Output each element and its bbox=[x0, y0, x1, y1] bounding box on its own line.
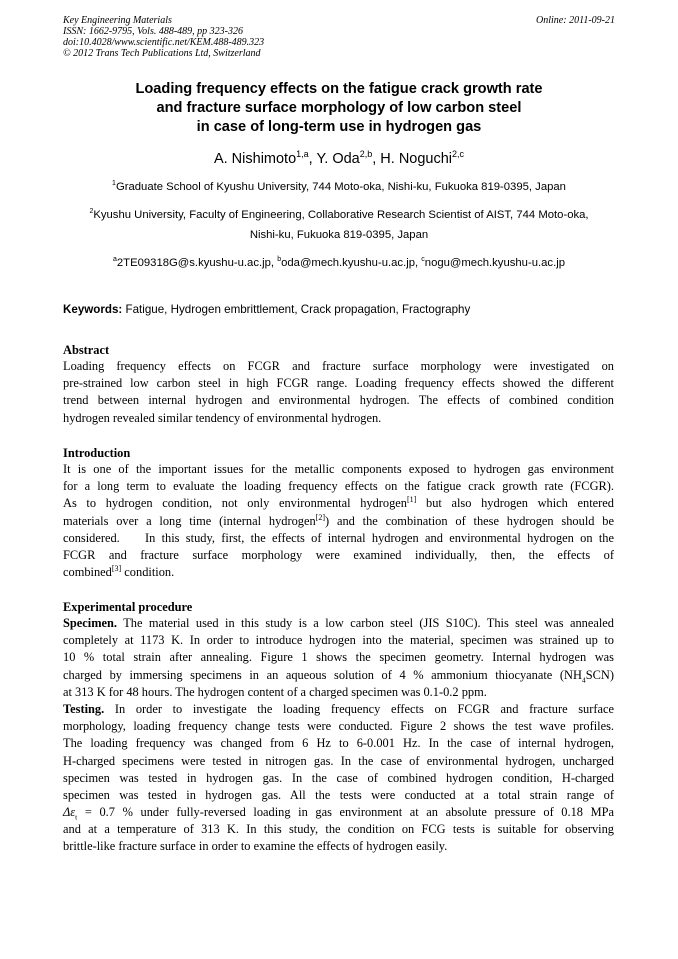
intro-line: considered. In this study, first, the effects of internal hydrogen and environmental hydrogen on the bbox=[63, 530, 614, 545]
title-line: in case of long-term use in hydrogen gas bbox=[196, 119, 482, 135]
abstract-line: hydrogen revealed similar tendency of environmental hydrogen. bbox=[63, 410, 382, 425]
intro-line: for a long term to evaluate the loading frequency effects on the fatigue crack growth rate (FCGR). bbox=[63, 479, 614, 494]
exp-line: specimen was tested in hydrogen gas. All the tests were conducted at a total strain range of bbox=[63, 787, 614, 802]
journal-doi: doi:10.4028/www.scientific.net/KEM.488-489.323 bbox=[63, 37, 265, 48]
affiliation-text: Kyushu University, Faculty of Engineering, Collaborative Research Scientist of AIST, 744 Moto-oka, bbox=[93, 209, 589, 221]
citation-ref[interactable]: [3] bbox=[111, 564, 122, 573]
abstract-line: pre-strained low carbon steel in high FCGR range. Loading frequency effects showed the different bbox=[63, 376, 614, 391]
exp-line: brittle-like fracture surface in order to examine the effects of hydrogen easily. bbox=[63, 839, 448, 854]
testing-label: Testing. bbox=[63, 701, 105, 716]
abstract-line: Loading frequency effects on FCGR and fracture surface morphology were investigated on bbox=[63, 359, 614, 373]
email-address[interactable]: nogu@mech.kyushu-u.ac.jp bbox=[424, 257, 565, 269]
abstract-line: trend between internal hydrogen and environmental hydrogen. The effects of combined condition bbox=[63, 393, 614, 408]
citation-ref[interactable]: [1] bbox=[407, 495, 417, 505]
email-address[interactable]: oda@mech.kyushu-u.ac.jp bbox=[281, 257, 416, 269]
exp-line: H-charged specimens were tested in nitrogen gas. In the case of environmental hydrogen, uncharged bbox=[63, 753, 614, 768]
exp-line: $\Delta\varepsilon_t = 0.7$ % under fully-reversed loading in gas environment at an absolute pressure of 0.18 MPa bbox=[63, 805, 614, 822]
journal-header bbox=[63, 15, 615, 59]
title-line: Loading frequency effects on the fatigue crack growth rate bbox=[135, 81, 543, 97]
abstract-body bbox=[63, 358, 614, 427]
abstract-heading: Abstract bbox=[63, 343, 110, 357]
exp-line: charged by immersing specimens in an aqueous solution of 4 % ammonium thiocyanate $(NH_4SCN)$ bbox=[63, 667, 614, 685]
author-name: H. Noguchi bbox=[380, 151, 453, 167]
introduction-body bbox=[63, 461, 614, 581]
author-name: Y. Oda bbox=[316, 151, 360, 167]
author-name: A. Nishimoto bbox=[213, 151, 297, 167]
experimental-heading: Experimental procedure bbox=[63, 600, 193, 614]
journal-copyright: © 2012 Trans Tech Publications Ltd, Switzerland bbox=[63, 48, 261, 59]
author-sup: 2,b bbox=[359, 149, 373, 160]
author-sup: 1,a bbox=[296, 149, 309, 160]
online-date: Online: 2011-09-21 bbox=[536, 15, 615, 26]
citation-ref[interactable]: [2] bbox=[315, 512, 325, 522]
intro-line: FCGR and fracture surface morphology were examined individually, then, the effects of bbox=[63, 547, 614, 562]
affiliation-text: Graduate School of Kyushu University, 744 Moto-oka, Nishi-ku, Fukuoka 819-0395, Japan bbox=[115, 181, 566, 193]
affiliation-sup: 2 bbox=[89, 208, 94, 216]
affiliation-text: Nishi-ku, Fukuoka 819-0395, Japan bbox=[249, 229, 429, 241]
specimen-label: Specimen. bbox=[63, 616, 118, 630]
keywords-label: Keywords: bbox=[63, 303, 123, 316]
exp-line: and at a temperature of 313 K. In this study, the condition on FCG tests is suitable for observing bbox=[63, 822, 614, 837]
intro-line: materials over a long time (internal hydrogen[2]) and the combination of these hydrogen should be bbox=[63, 512, 614, 528]
journal-issn: ISSN: 1662-9795, Vols. 488-489, pp 323-326 bbox=[63, 26, 243, 37]
keywords-text: Fatigue, Hydrogen embrittlement, Crack propagation, Fractography bbox=[125, 303, 471, 316]
exp-line: Testing. In order to investigate the loading frequency effects on FCGR and fracture surface bbox=[63, 701, 614, 716]
title-line: and fracture surface morphology of low carbon steel bbox=[156, 100, 522, 116]
exp-line: specimen was tested in hydrogen gas. In the case of combined hydrogen condition, H-charged bbox=[63, 770, 614, 785]
email-sup: b bbox=[277, 256, 282, 264]
exp-line: The loading frequency was changed from 6 Hz to 6-0.001 Hz. In the case of internal hydrogen, bbox=[63, 736, 614, 751]
author-sup: 2,c bbox=[452, 149, 465, 160]
email-list: $^a$2TE09318G@s.kyushu-u.ac.jp, $^b$oda@mech.kyushu-u.ac.jp, $^c$nogu@mech.kyushu-u.ac.jp bbox=[112, 256, 565, 269]
email-sup: c bbox=[421, 256, 425, 264]
exp-line: Specimen. The material used in this study is a low carbon steel (JIS S10C). This steel was annealed bbox=[63, 616, 614, 630]
keywords bbox=[63, 302, 615, 318]
intro-line: As to hydrogen condition, not only environmental hydrogen[1] but also hydrogen which entered bbox=[63, 495, 614, 511]
email-address[interactable]: 2TE09318G@s.kyushu-u.ac.jp bbox=[116, 257, 271, 269]
affiliation-1 bbox=[58, 177, 620, 197]
exp-line: completely at 1173 K. In order to introduce hydrogen into the material, specimen was strained up to bbox=[63, 633, 614, 648]
exp-line: 10 % total strain after annealing. Figure 1 shows the specimen geometry. Internal hydrogen was bbox=[63, 650, 614, 665]
exp-line: at 313 K for 48 hours. The hydrogen content of a charged specimen was 0.1-0.2 ppm. bbox=[63, 684, 487, 699]
experimental-body bbox=[63, 615, 614, 856]
introduction-heading: Introduction bbox=[63, 446, 131, 460]
paper-title bbox=[40, 80, 638, 137]
exp-line: morphology, loading frequency change tests were conducted. Figure 2 shows the test wave profiles. bbox=[63, 719, 614, 734]
journal-name: Key Engineering Materials bbox=[63, 15, 172, 26]
affiliation-2 bbox=[58, 205, 620, 245]
author-list: A. Nishimoto$^{1,a}$, Y. Oda$^{2,b}$, H. Noguchi$^{2,c}$ bbox=[213, 149, 465, 167]
email-sup: a bbox=[112, 256, 117, 264]
affiliation-sup: 1 bbox=[112, 180, 116, 188]
intro-line: It is one of the important issues for the metallic components exposed to hydrogen gas environment bbox=[63, 462, 614, 476]
intro-line: combined[3] condition. bbox=[63, 564, 175, 580]
